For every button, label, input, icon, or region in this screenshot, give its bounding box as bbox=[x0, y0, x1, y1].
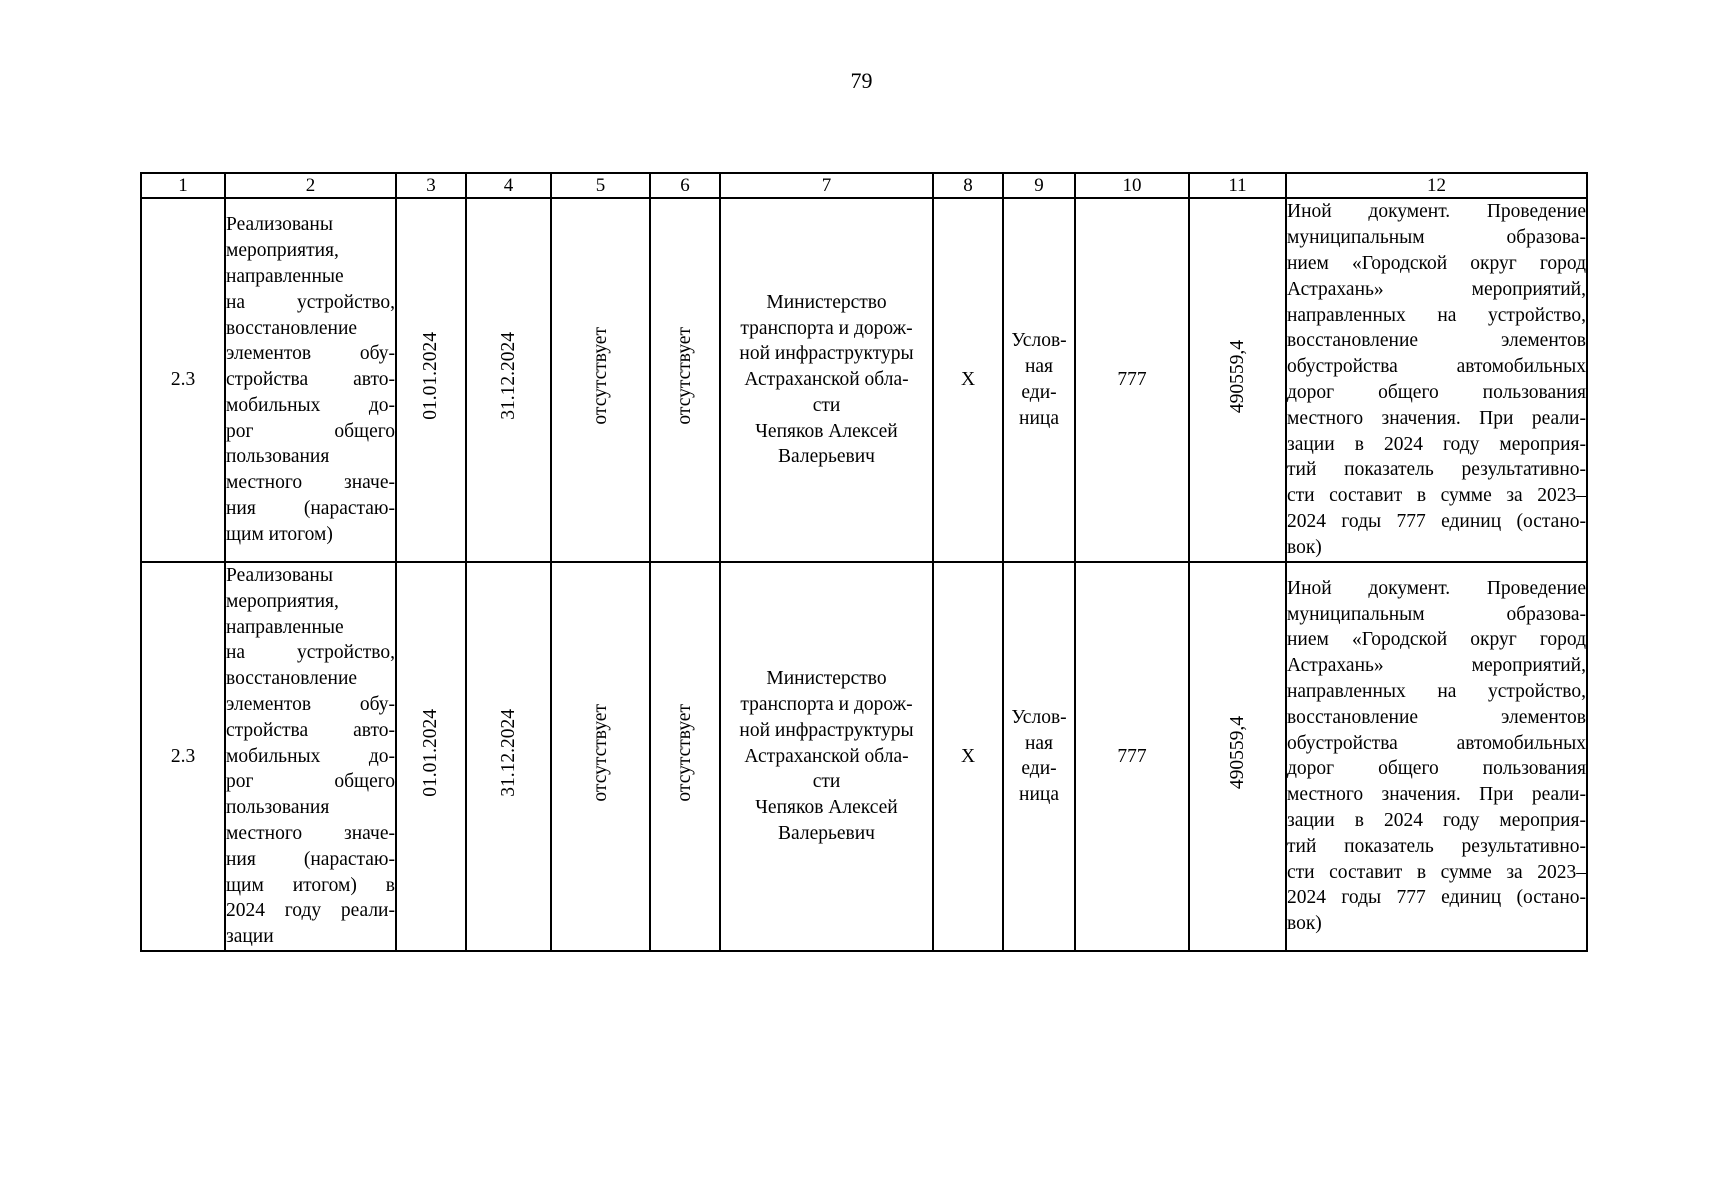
column-header: 3 bbox=[396, 173, 466, 198]
text-line: муниципальным образова- bbox=[1287, 227, 1586, 249]
start-date: 01.01.2024 bbox=[420, 708, 442, 797]
text-line: элементов обу- bbox=[226, 343, 395, 365]
text-line: зации в 2024 году мероприя- bbox=[1287, 810, 1586, 832]
text-line: ница bbox=[1019, 407, 1059, 429]
text-line: Чепяков Алексей bbox=[755, 797, 898, 819]
column-header: 10 bbox=[1075, 173, 1189, 198]
text-line: мероприятия, bbox=[226, 590, 339, 612]
text-line: ной инфраструктуры bbox=[739, 719, 914, 741]
text-line: зации в 2024 году мероприя- bbox=[1287, 433, 1586, 455]
text-line: тий показатель результативно- bbox=[1287, 835, 1586, 857]
text-line: элементов обу- bbox=[226, 693, 395, 715]
text-line: сти составит в сумме за 2023– bbox=[1287, 861, 1586, 883]
text-line: направленные bbox=[226, 265, 344, 287]
text-line: зации bbox=[226, 926, 274, 948]
unit-of-measure bbox=[1003, 562, 1075, 951]
text-line: Реализованы bbox=[226, 214, 333, 236]
col10-value: 777 bbox=[1075, 198, 1189, 562]
col11-value: 490559,4 bbox=[1226, 716, 1248, 790]
column-header: 1 bbox=[141, 173, 225, 198]
text-line: восстановление элементов bbox=[1287, 330, 1586, 352]
column-header: 12 bbox=[1286, 173, 1587, 198]
col6-value: отсутствует bbox=[674, 703, 696, 802]
col5-value: отсутствует bbox=[589, 327, 611, 425]
column-header: 5 bbox=[551, 173, 650, 198]
column-header: 11 bbox=[1189, 173, 1286, 198]
header-row bbox=[141, 173, 1587, 198]
text-line: Валерьевич bbox=[778, 822, 875, 844]
table-row bbox=[141, 198, 1587, 562]
col5-value: отсутствует bbox=[589, 703, 611, 802]
text-line: Астрахань» мероприятий, bbox=[1287, 655, 1586, 677]
text-line: транспорта и дорож- bbox=[740, 693, 913, 715]
text-line: щим итогом) в bbox=[226, 874, 395, 896]
text-line: еди- bbox=[1021, 758, 1057, 780]
text-line: направленные bbox=[226, 616, 344, 638]
text-line: вок) bbox=[1287, 913, 1322, 935]
text-line: 2024 году реали- bbox=[226, 900, 395, 922]
text-line: на устройство, bbox=[226, 642, 395, 664]
page-number: 79 bbox=[850, 68, 873, 93]
column-header: 4 bbox=[466, 173, 551, 198]
text-line: восстановление bbox=[226, 668, 358, 690]
col6-value: отсутствует bbox=[674, 327, 696, 425]
text-line: обустройства автомобильных bbox=[1287, 732, 1586, 754]
column-header: 6 bbox=[650, 173, 720, 198]
end-date-cell bbox=[466, 562, 551, 951]
text-line: стройства авто- bbox=[226, 369, 395, 391]
unit-of-measure bbox=[1003, 198, 1075, 562]
description bbox=[1286, 198, 1587, 562]
text-line: мобильных до- bbox=[226, 745, 395, 767]
results-table bbox=[140, 172, 1588, 952]
column-header: 8 bbox=[933, 173, 1003, 198]
start-date-cell bbox=[396, 198, 466, 562]
text-line: обустройства автомобильных bbox=[1287, 356, 1586, 378]
result-name bbox=[225, 562, 396, 951]
text-line: Реализованы bbox=[226, 565, 333, 586]
text-line: восстановление элементов bbox=[1287, 706, 1586, 728]
text-line: 2024 годы 777 единиц (остано- bbox=[1287, 510, 1586, 532]
row-number: 2.3 bbox=[141, 198, 225, 562]
table-row bbox=[141, 562, 1587, 951]
text-line: ния (нарастаю- bbox=[226, 848, 395, 870]
text-line: Услов- bbox=[1011, 706, 1067, 728]
text-line: рог общего bbox=[226, 771, 395, 793]
text-line: местного значения. При реали- bbox=[1287, 407, 1586, 429]
text-line: дорог общего пользования bbox=[1287, 758, 1586, 780]
text-line: мобильных до- bbox=[226, 394, 395, 416]
text-line: направленных на устройство, bbox=[1287, 681, 1586, 703]
text-line: стройства авто- bbox=[226, 719, 395, 741]
text-line: на устройство, bbox=[226, 291, 395, 313]
text-line: дорог общего пользования bbox=[1287, 382, 1586, 403]
col10-value: 777 bbox=[1075, 562, 1189, 951]
text-line: пользования bbox=[226, 797, 330, 819]
text-line: мероприятия, bbox=[226, 240, 339, 262]
text-line: Министерство bbox=[766, 668, 887, 690]
col8-value: Х bbox=[933, 198, 1003, 562]
col11-cell bbox=[1189, 198, 1286, 562]
end-date-cell bbox=[466, 198, 551, 562]
text-line: муниципальным образова- bbox=[1287, 603, 1586, 625]
text-line: еди- bbox=[1021, 382, 1057, 403]
text-line: сти bbox=[812, 771, 841, 793]
text-line: Валерьевич bbox=[778, 446, 875, 468]
text-line: вок) bbox=[1287, 536, 1322, 558]
text-line: сти bbox=[812, 394, 841, 416]
col6-cell bbox=[650, 562, 720, 951]
column-header: 9 bbox=[1003, 173, 1075, 198]
col5-cell bbox=[551, 198, 650, 562]
start-date: 01.01.2024 bbox=[420, 332, 442, 420]
executor bbox=[720, 562, 933, 951]
text-line: транспорта и дорож- bbox=[740, 317, 913, 339]
text-line: ния (нарастаю- bbox=[226, 498, 395, 520]
text-line: направленных на устройство, bbox=[1287, 304, 1586, 326]
text-line: тий показатель результативно- bbox=[1287, 459, 1586, 481]
result-name bbox=[225, 198, 396, 562]
executor bbox=[720, 198, 933, 562]
text-line: Услов- bbox=[1011, 330, 1067, 352]
text-line: нием «Городской округ город bbox=[1287, 629, 1586, 651]
text-line: Астрахань» мероприятий, bbox=[1287, 278, 1586, 300]
end-date: 31.12.2024 bbox=[497, 332, 519, 420]
column-header: 2 bbox=[225, 173, 396, 198]
text-line: Иной документ. Проведение bbox=[1287, 577, 1586, 599]
description bbox=[1286, 562, 1587, 951]
text-line: рог общего bbox=[226, 420, 395, 442]
text-line: местного значе- bbox=[226, 472, 395, 494]
text-line: ной инфраструктуры bbox=[739, 343, 914, 365]
text-line: нием «Городской округ город bbox=[1287, 253, 1586, 275]
text-line: Иной документ. Проведение bbox=[1287, 201, 1586, 223]
col8-value: Х bbox=[933, 562, 1003, 951]
text-line: ная bbox=[1024, 356, 1054, 378]
text-line: Астраханской обла- bbox=[744, 369, 909, 391]
text-line: 2024 годы 777 единиц (остано- bbox=[1287, 887, 1586, 909]
text-line: щим итогом) bbox=[226, 523, 333, 545]
col11-cell bbox=[1189, 562, 1286, 951]
text-line: ница bbox=[1019, 784, 1059, 806]
row-number: 2.3 bbox=[141, 562, 225, 951]
text-line: Чепяков Алексей bbox=[755, 420, 898, 442]
column-header: 7 bbox=[720, 173, 933, 198]
start-date-cell bbox=[396, 562, 466, 951]
text-line: Министерство bbox=[766, 291, 887, 313]
text-line: местного значения. При реали- bbox=[1287, 784, 1586, 806]
text-line: сти составит в сумме за 2023– bbox=[1287, 485, 1586, 507]
text-line: восстановление bbox=[226, 317, 358, 339]
text-line: местного значе- bbox=[226, 822, 395, 844]
text-line: пользования bbox=[226, 446, 330, 468]
text-line: Астраханской обла- bbox=[744, 745, 909, 767]
text-line: ная bbox=[1024, 732, 1054, 754]
col11-value: 490559,4 bbox=[1226, 339, 1248, 413]
col5-cell bbox=[551, 562, 650, 951]
col6-cell bbox=[650, 198, 720, 562]
end-date: 31.12.2024 bbox=[497, 708, 519, 797]
